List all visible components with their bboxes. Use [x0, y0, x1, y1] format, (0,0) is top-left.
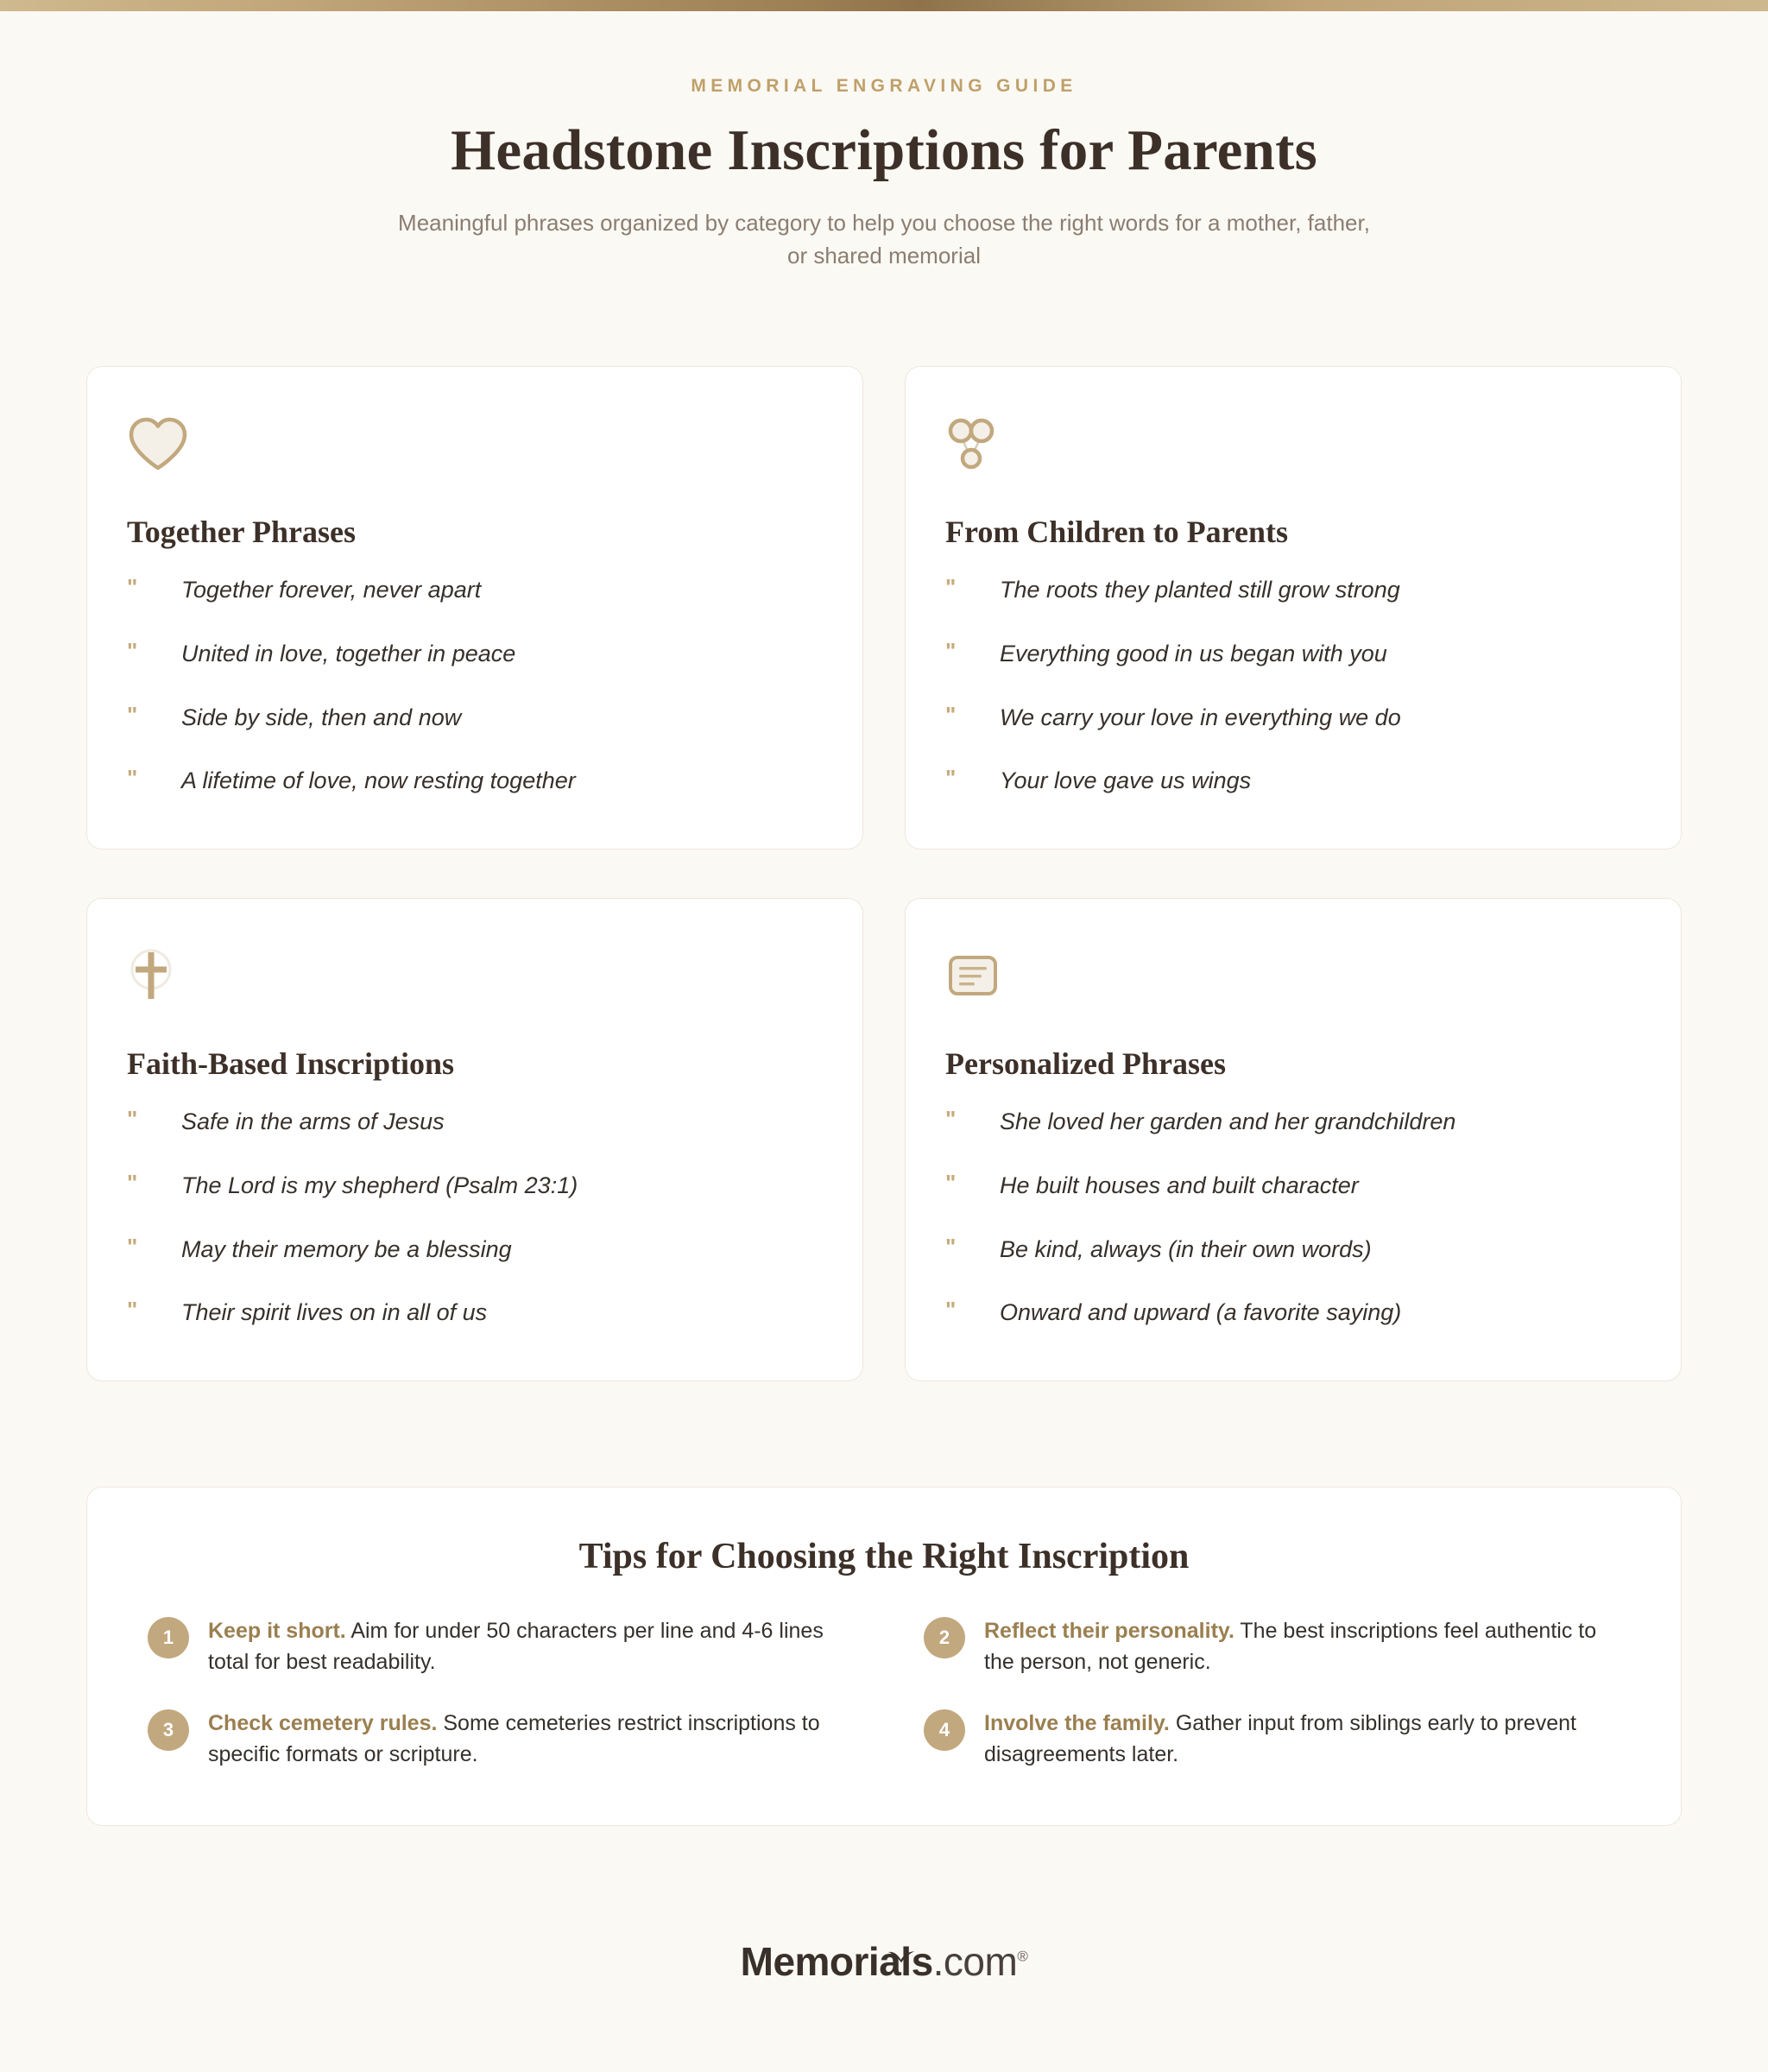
quote-mark-icon: ": [127, 1169, 138, 1196]
phrase-item: [945, 637, 1641, 669]
phrase-item: [127, 1235, 823, 1265]
quote-mark-icon: ": [127, 1297, 138, 1323]
tip-number-badge: 3: [148, 1709, 189, 1751]
phrase-item: [945, 1298, 1641, 1328]
card-title: Together Phrases: [127, 515, 356, 549]
tip-lead: Reflect their personality.: [984, 1619, 1234, 1643]
phrase-item: [945, 701, 1641, 733]
phrase-text: Be kind, always (in their own words): [1000, 1235, 1372, 1262]
card-title: Faith-Based Inscriptions: [127, 1046, 455, 1081]
quote-mark-icon: ": [945, 701, 957, 728]
logo-tld: .com: [932, 1939, 1018, 1984]
quote-mark-icon: ": [127, 1233, 138, 1260]
tip-lead: Check cemetery rules.: [208, 1710, 438, 1735]
tip-item: [148, 1708, 844, 1771]
quote-mark-icon: ": [945, 765, 957, 792]
phrase-item: [945, 767, 1641, 796]
tip-number-badge: 4: [924, 1709, 965, 1751]
category-card-personalized-phrases: [905, 898, 1682, 1381]
phrase-item: [127, 1108, 823, 1137]
phrase-text: She loved her garden and her grandchildren: [1000, 1109, 1456, 1134]
family-tree-icon: [945, 415, 1641, 477]
phrase-text: Together forever, never apart: [181, 577, 482, 603]
category-card-grid: [86, 366, 1682, 1381]
quote-mark-icon: ": [945, 1169, 957, 1196]
quote-mark-icon: ": [127, 574, 138, 600]
phrase-item: [945, 1235, 1641, 1265]
quote-mark-icon: ": [945, 1297, 957, 1323]
tip-lead: Keep it short.: [208, 1619, 346, 1643]
phrase-list: [945, 576, 1641, 796]
phrase-text: The roots they planted still grow strong: [1000, 577, 1400, 603]
cross-icon: [127, 947, 823, 1009]
phrase-text: He built houses and built character: [1000, 1172, 1359, 1198]
quote-mark-icon: ": [945, 574, 957, 600]
tips-grid: [148, 1615, 1620, 1770]
page-header: [0, 0, 1768, 272]
tip-number-badge: 1: [148, 1617, 189, 1658]
quote-mark-icon: ": [127, 701, 138, 728]
quote-mark-icon: ": [945, 1106, 957, 1132]
tip-item: [148, 1615, 844, 1678]
card-title: Personalized Phrases: [945, 1046, 1226, 1081]
tip-item: [924, 1615, 1620, 1678]
tip-item: [924, 1708, 1620, 1771]
tip-text: Aim for under 50 characters per line and 4-6 lines total for best readability.: [208, 1619, 824, 1675]
tip-body: [208, 1615, 844, 1678]
memorials-logo[interactable]: [741, 1938, 1028, 1985]
phrase-item: [127, 637, 823, 669]
phrase-text: United in love, together in peace: [181, 640, 516, 666]
page-footer: [0, 1938, 1768, 1985]
phrase-text: We carry your love in everything we do: [1000, 704, 1401, 730]
phrase-text: Your love gave us wings: [1000, 768, 1252, 794]
top-accent-bar: [0, 0, 1768, 11]
tip-lead: Involve the family.: [984, 1710, 1170, 1735]
tip-number-badge: 2: [924, 1617, 965, 1658]
phrase-item: [945, 1108, 1641, 1137]
phrase-text: Their spirit lives on in all of us: [181, 1299, 488, 1326]
phrase-list: [127, 1108, 823, 1328]
tip-body: [984, 1708, 1620, 1771]
quote-mark-icon: ": [127, 1106, 138, 1132]
phrase-text: Safe in the arms of Jesus: [181, 1109, 445, 1134]
tip-text: Gather input from siblings early to prevent disagreements later.: [984, 1710, 1576, 1766]
tip-text: The best inscriptions feel authentic to the person, not generic.: [984, 1619, 1597, 1675]
quote-mark-icon: ": [127, 765, 138, 792]
category-card-together-phrases: [86, 366, 863, 850]
phrase-text: Side by side, then and now: [181, 704, 462, 730]
note-card-icon: [945, 947, 1641, 1009]
phrase-list: [127, 576, 823, 796]
tips-panel: [86, 1487, 1682, 1826]
eyebrow-label: MEMORIAL ENGRAVING GUIDE: [691, 76, 1077, 96]
phrase-list: [945, 1108, 1641, 1328]
phrase-text: The Lord is my shepherd (Psalm 23:1): [181, 1172, 578, 1198]
quote-mark-icon: ": [945, 1233, 957, 1260]
heart-icon: [127, 415, 823, 477]
phrase-item: [945, 1169, 1641, 1201]
phrase-item: [127, 1298, 823, 1328]
tip-body: [984, 1615, 1620, 1678]
bird-swoosh-icon: [887, 1926, 916, 1973]
quote-mark-icon: ": [127, 637, 138, 664]
phrase-item: [945, 576, 1641, 605]
phrase-text: Onward and upward (a favorite saying): [1000, 1299, 1402, 1326]
tips-title: Tips for Choosing the Right Inscription: [578, 1537, 1190, 1576]
phrase-text: A lifetime of love, now resting together: [181, 768, 576, 794]
phrase-item: [127, 576, 823, 605]
phrase-item: [127, 767, 823, 796]
category-card-faith-based-inscriptions: [86, 898, 863, 1381]
phrase-text: May their memory be a blessing: [181, 1235, 512, 1262]
registered-trademark-icon: ®: [1017, 1948, 1028, 1965]
category-card-from-children-to-parents: [905, 366, 1682, 850]
phrase-item: [127, 1169, 823, 1201]
page-subtitle: Meaningful phrases organized by category to help you choose the right words for a mother, father, or shared memorial: [398, 210, 1370, 269]
logo-wordmark: Memorials: [740, 1939, 933, 1984]
quote-mark-icon: ": [945, 637, 957, 664]
phrase-item: [127, 701, 823, 733]
phrase-text: Everything good in us began with you: [1000, 640, 1387, 666]
tip-body: [208, 1708, 844, 1771]
page-title: Headstone Inscriptions for Parents: [451, 118, 1317, 182]
tip-text: Some cemeteries restrict inscriptions to specific formats or scripture.: [208, 1710, 820, 1766]
card-title: From Children to Parents: [945, 515, 1288, 549]
